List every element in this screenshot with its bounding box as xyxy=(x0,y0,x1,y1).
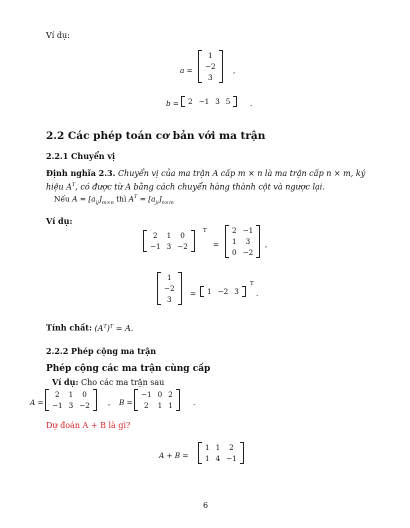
example-3-label: Ví dụ: xyxy=(52,377,79,387)
matrix-cell: 3 xyxy=(245,237,251,246)
matrix-b-label: B = xyxy=(119,398,133,407)
matrix-cell: 3 xyxy=(166,242,172,251)
vector-b xyxy=(181,96,237,107)
vector-a-label: a = xyxy=(180,66,193,75)
section-heading-2-2: 2.2 Các phép toán cơ bản với ma trận xyxy=(46,130,266,142)
transpose-column-vector xyxy=(157,272,182,305)
matrix-cell: −1 xyxy=(226,454,237,463)
matrix-cell: 1 xyxy=(205,443,210,452)
property-line xyxy=(46,321,133,334)
matrix-cell: 2 xyxy=(144,401,149,410)
matrix-cell: −2 xyxy=(79,401,90,410)
example-label-2: Ví dụ: xyxy=(46,216,73,226)
matrix-cell: −1 xyxy=(198,97,210,106)
matrix-cell: 0 xyxy=(232,248,237,257)
matrix-cell: 2 xyxy=(232,226,237,235)
matrix-cell: 3 xyxy=(68,401,74,410)
matrix-cell: 2 xyxy=(55,390,60,399)
matrix-cell: −2 xyxy=(242,248,254,257)
formula-then: thì xyxy=(113,194,127,204)
matrix-a xyxy=(45,389,97,411)
matrix-b xyxy=(134,389,180,411)
transpose-right-matrix xyxy=(225,225,260,258)
matrix-cell: 0 xyxy=(157,390,163,399)
sum-label: A + B = xyxy=(159,451,189,460)
matrix-cell: −1 xyxy=(141,390,152,399)
matrix-cell: 3 xyxy=(215,97,220,106)
matrix-cell: −1 xyxy=(52,401,63,410)
formula-sub-mn: m×n xyxy=(101,199,114,206)
transpose-sup-2: T xyxy=(250,281,254,287)
matrix-cell: 1 xyxy=(157,401,163,410)
matrix-cell: −2 xyxy=(205,62,216,71)
formula-at: A xyxy=(126,194,134,204)
matrix-cell: 1 xyxy=(207,287,212,296)
transpose-left-matrix xyxy=(143,230,195,252)
vector-b-label: b = xyxy=(166,99,179,108)
example-3-line xyxy=(52,377,164,388)
formula-bracket-2: ] xyxy=(158,194,162,204)
addition-title: Phép cộng các ma trận cùng cấp xyxy=(46,364,211,374)
matrix-cell: 2 xyxy=(188,97,193,106)
matrix-cell: 3 xyxy=(208,73,213,82)
matrix-cell: 2 xyxy=(229,443,234,452)
definition-text-2-rest: , có được từ A bằng cách chuyển hàng thành cột và ngược lại. xyxy=(75,182,325,192)
formula-sub-nm: n×m xyxy=(161,199,174,206)
matrix-cell: 1 xyxy=(205,454,210,463)
prediction-question: Dự đoán A + B là gì? xyxy=(46,421,131,430)
sum-matrix xyxy=(198,442,244,464)
formula-sub-ji: ji xyxy=(155,199,159,206)
matrix-cell: 1 xyxy=(232,237,237,246)
formula-sub-ij: ij xyxy=(95,199,99,206)
formula-a: A = [a xyxy=(69,194,96,204)
section-heading-2-2-2: 2.2.2 Phép cộng ma trận xyxy=(46,346,157,356)
transpose-row-vector xyxy=(200,286,246,297)
definition-line-2 xyxy=(46,180,325,193)
vector-a xyxy=(198,50,223,83)
comma-1: , xyxy=(265,240,268,249)
matrix-cell: 4 xyxy=(215,454,221,463)
definition-line-1 xyxy=(46,168,365,179)
matrix-cell: 3 xyxy=(234,287,239,296)
period-1: . xyxy=(256,289,259,298)
equals-sign-2: = xyxy=(190,289,197,298)
matrix-cell: 0 xyxy=(82,390,87,399)
matrix-cell: 1 xyxy=(215,443,221,452)
matrix-cell: 0 xyxy=(180,231,185,240)
example-label: Ví dụ: xyxy=(46,31,70,40)
formula-eq: = [a xyxy=(137,194,156,204)
period-2: . xyxy=(193,398,196,407)
equals-sign: = xyxy=(213,240,220,249)
page-number: 6 xyxy=(203,501,209,510)
matrix-cell: −1 xyxy=(242,226,254,235)
formula-bracket: ] xyxy=(98,194,102,204)
property-formula: $(A^T)^T = A$. xyxy=(94,323,134,333)
property-label: Tính chất: xyxy=(46,322,92,333)
matrix-cell: 1 xyxy=(168,401,173,410)
definition-text: Chuyển vị của ma trận A cấp m × n là ma trận cấp n × m, ký xyxy=(117,169,366,178)
matrix-cell: −2 xyxy=(217,287,229,296)
sup-t: T xyxy=(71,182,76,188)
matrix-cell: 1 xyxy=(166,231,172,240)
matrix-cell: −1 xyxy=(150,242,161,251)
matrix-cell: 5 xyxy=(225,97,231,106)
matrix-cell: 2 xyxy=(168,390,173,399)
matrix-cell: 3 xyxy=(167,295,172,304)
section-heading-2-2-1: 2.2.1 Chuyển vị xyxy=(46,151,116,161)
matrix-cell: 1 xyxy=(167,273,172,282)
comma-2: , xyxy=(108,398,111,407)
formula-sup-t: T xyxy=(134,194,138,200)
matrix-a-label: A = xyxy=(30,398,44,407)
vector-b-period: . xyxy=(250,99,253,108)
matrix-cell: 1 xyxy=(68,390,74,399)
matrix-cell: 2 xyxy=(153,231,158,240)
matrix-cell: −2 xyxy=(177,242,188,251)
vector-a-comma: , xyxy=(233,66,236,75)
formula-text-1: Nếu xyxy=(54,194,70,204)
matrix-cell: −2 xyxy=(164,284,175,293)
example-3-text: Cho các ma trận sau xyxy=(78,378,165,387)
definition-formula xyxy=(54,192,174,209)
transpose-sup: T xyxy=(203,228,207,234)
matrix-cell: 1 xyxy=(208,51,213,60)
definition-text-2: hiệu A xyxy=(46,182,72,192)
definition-title: Định nghĩa 2.3. xyxy=(46,168,116,178)
